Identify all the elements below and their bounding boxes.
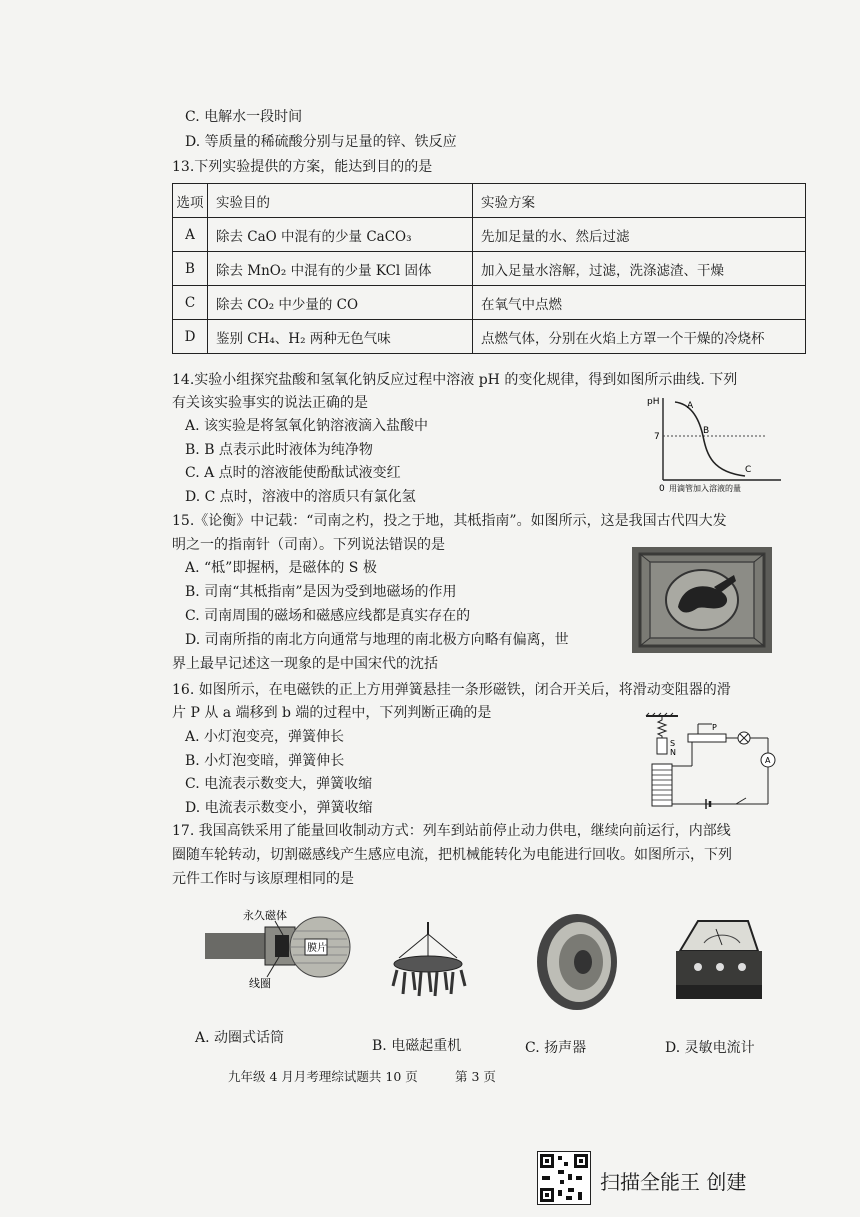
table-cell: 在氧气中点燃 — [473, 286, 806, 320]
table-header-purpose: 实验目的 — [208, 184, 473, 218]
q17-stem-line1: 17. 我国高铁采用了能量回收制动方式：列车到站前停止动力供电，继续向前运行，内部线 — [172, 823, 731, 839]
table-header-plan: 实验方案 — [473, 184, 806, 218]
magnet-n-label: N — [670, 748, 676, 757]
qr-code-icon — [537, 1151, 591, 1205]
table-header-option: 选项 — [173, 184, 208, 218]
electromagnet-circuit-diagram — [640, 712, 790, 818]
q15-option-d-line2: 界上最早记述这一现象的是中国宋代的沈括 — [172, 656, 438, 672]
q15-option-b: B. 司南“其柢指南”是因为受到地磁场的作用 — [185, 584, 457, 600]
loudspeaker-image — [533, 910, 621, 1014]
table-cell: 点燃气体，分别在火焰上方罩一个干燥的冷烧杯 — [473, 320, 806, 354]
q16-stem-line2: 片 P 从 a 端移到 b 端的过程中，下列判断正确的是 — [172, 705, 492, 721]
x-axis-label: 用滴管加入溶液的量 — [669, 484, 741, 493]
table-cell: A — [173, 218, 208, 252]
q17-stem-line2: 圈随车轮转动，切割磁感线产生感应电流，把机械能转化为电能进行回收。如图所示，下列 — [172, 847, 732, 863]
q16-option-c: C. 电流表示数变大，弹簧收缩 — [185, 776, 373, 792]
table-cell: B — [173, 252, 208, 286]
point-b-label: B — [703, 426, 710, 436]
scanner-watermark: 扫描全能王 创建 — [600, 1170, 747, 1194]
q14-option-a: A. 该实验是将氢氧化钠溶液滴入盐酸中 — [185, 418, 429, 434]
q14-stem-line1: 14.实验小组探究盐酸和氢氧化钠反应过程中溶液 pH 的变化规律，得到如图所示曲线. 下列 — [172, 372, 738, 388]
q13-stem: 13.下列实验提供的方案，能达到目的的是 — [172, 159, 433, 175]
table-row — [173, 286, 806, 320]
table-cell: D — [173, 320, 208, 354]
point-a-label: A — [687, 401, 694, 411]
q16-option-a: A. 小灯泡变亮，弹簧伸长 — [185, 729, 345, 745]
footer-total-pages: 九年级 4 月月考理综试题共 10 页 — [228, 1069, 418, 1084]
magnet-label: 永久磁体 — [243, 909, 287, 922]
table-cell: 鉴别 CH₄、H₂ 两种无色气味 — [208, 320, 473, 354]
galvanometer-image — [670, 915, 766, 1011]
q13-table — [172, 183, 806, 354]
ph-curve-graph — [645, 392, 785, 494]
table-cell: 除去 MnO₂ 中混有的少量 KCl 固体 — [208, 252, 473, 286]
q15-stem-line2: 明之一的指南针（司南）。下列说法错误的是 — [172, 537, 445, 553]
ammeter-label: A — [765, 756, 771, 765]
table-row — [173, 218, 806, 252]
footer-page-number: 第 3 页 — [455, 1069, 496, 1084]
q15-option-a: A. “柢”即握柄，是磁体的 S 极 — [185, 560, 377, 576]
q14-option-d: D. C 点时，溶液中的溶质只有氯化氢 — [185, 489, 416, 505]
moving-coil-microphone-image — [205, 905, 355, 1005]
sinan-compass-image — [632, 547, 772, 653]
q17-option-a: A. 动圈式话筒 — [195, 1030, 285, 1046]
q15-option-d-line1: D. 司南所指的南北方向通常与地理的南北极方向略有偏离，世 — [185, 632, 569, 648]
table-cell: 除去 CO₂ 中少量的 CO — [208, 286, 473, 320]
table-cell: 先加足量的水、然后过滤 — [473, 218, 806, 252]
table-header-row — [173, 184, 806, 218]
q14-option-c: C. A 点时的溶液能使酚酞试液变红 — [185, 465, 401, 481]
table-cell: 除去 CaO 中混有的少量 CaCO₃ — [208, 218, 473, 252]
q17-option-d: D. 灵敏电流计 — [665, 1040, 755, 1056]
diaphragm-label: 膜片 — [307, 943, 327, 954]
table-cell: 加入足量水溶解，过滤，洗涤滤渣、干燥 — [473, 252, 806, 286]
q12-option-d: D. 等质量的稀硫酸分别与足量的锌、铁反应 — [185, 134, 457, 150]
point-c-label: C — [745, 465, 752, 475]
magnet-s-label: S — [670, 739, 676, 748]
q15-option-c: C. 司南周围的磁场和磁感应线都是真实存在的 — [185, 608, 471, 624]
q17-option-b: B. 电磁起重机 — [372, 1038, 462, 1054]
ph-axis-label: pH — [647, 397, 660, 407]
q16-option-b: B. 小灯泡变暗，弹簧伸长 — [185, 753, 345, 769]
electromagnetic-crane-image — [383, 920, 473, 1010]
table-row — [173, 252, 806, 286]
ph-seven-label: 7 — [654, 432, 660, 442]
q15-stem-line1: 15.《论衡》中记载：“司南之杓，投之于地，其柢指南”。如图所示，这是我国古代四大发 — [172, 513, 727, 529]
table-cell: C — [173, 286, 208, 320]
slider-p-label: P — [712, 723, 717, 732]
q16-option-d: D. 电流表示数变小，弹簧收缩 — [185, 800, 373, 816]
origin-label: 0 — [659, 484, 665, 494]
q12-option-c: C. 电解水一段时间 — [185, 109, 303, 125]
q17-option-c: C. 扬声器 — [525, 1040, 587, 1056]
q14-option-b: B. B 点表示此时液体为纯净物 — [185, 442, 373, 458]
q16-stem-line1: 16. 如图所示，在电磁铁的正上方用弹簧悬挂一条形磁铁，闭合开关后，将滑动变阻器的滑 — [172, 682, 731, 698]
coil-label: 线圈 — [249, 977, 271, 990]
q14-stem-line2: 有关该实验事实的说法正确的是 — [172, 395, 368, 411]
q17-stem-line3: 元件工作时与该原理相同的是 — [172, 871, 354, 887]
table-row — [173, 320, 806, 354]
